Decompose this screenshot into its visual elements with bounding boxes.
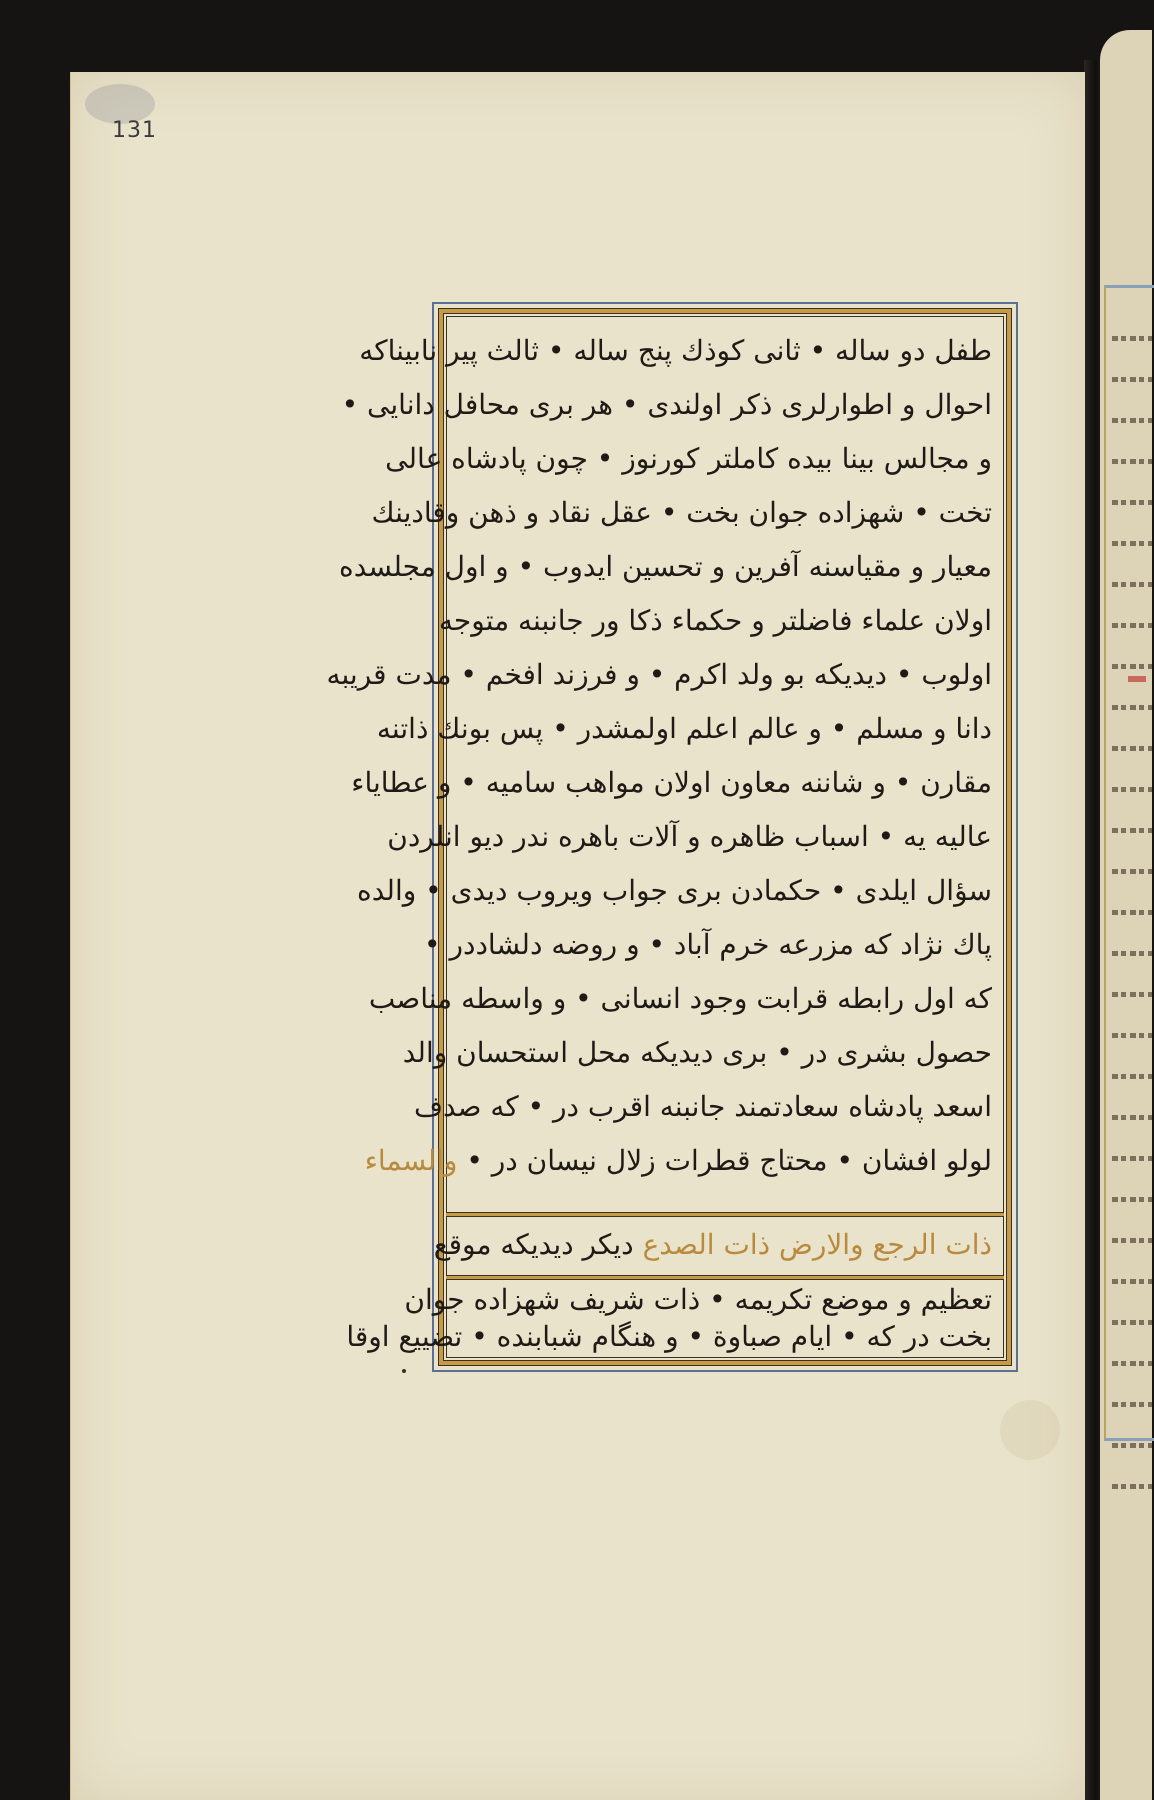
line-text: دیکر دیدیکه موقع — [433, 1228, 634, 1261]
text-line: معیار و مقیاسنه آفرین و تحسین ایدوب • و اول مجلسده — [339, 550, 992, 583]
ink-dot — [402, 1369, 406, 1373]
text-line: بخت در که • ایام صباوة • و هنگام شبابنده • تضییع اوقا — [346, 1320, 992, 1353]
text-line: تخت • شهزاده جوان بخت • عقل نقاد و ذهن وقادینك — [371, 496, 992, 529]
panel-divider — [446, 1275, 1004, 1280]
rubric-text: والسماء — [364, 1144, 458, 1177]
main-text-block — [326, 324, 992, 1188]
folio-number: 131 — [112, 118, 157, 143]
text-line-with-rubric — [364, 1134, 992, 1188]
text-line: اولان علماء فاضلتر و حکماء ذکا ور جانبنه متوجه — [438, 604, 992, 637]
text-line: و مجالس بینا بیده کاملتر کورنوز • چون پادشاه عالی — [385, 442, 992, 475]
lower-text-block — [346, 1282, 992, 1356]
line-text: لولو افشان • محتاج قطرات زلال نیسان در • — [466, 1144, 992, 1177]
text-line: که اول رابطه قرابت وجود انسانی • و واسطه مناصب — [368, 982, 992, 1015]
page-stain — [1000, 1400, 1060, 1460]
quran-verse-panel — [433, 1218, 992, 1272]
text-line: حصول بشری در • بری دیدیکه محل استحسان والد — [402, 1036, 992, 1069]
text-line: تعظیم و موضع تکریمه • ذات شریف شهزاده جوان — [404, 1283, 992, 1316]
text-line: اولوب • دیدیکه بو ولد اکرم • و فرزند افخم • مدت قریبه — [326, 658, 992, 691]
text-line: مقارن • و شاننه معاون اولان مواهب سامیه • و عطایاء — [351, 766, 992, 799]
facing-page-text — [1108, 300, 1152, 1420]
text-line: پاك نژاد که مزرعه خرم آباد • و روضه دلشاددر • — [424, 928, 992, 961]
panel-divider — [446, 1212, 1004, 1217]
text-line: عالیه یه • اسباب ظاهره و آلات باهره ندر دیو انلردن — [387, 820, 992, 853]
text-line: دانا و مسلم • و عالم اعلم اولمشدر • پس بونك ذاتنه — [376, 712, 992, 745]
text-line-with-rubric — [433, 1218, 992, 1272]
text-line: احوال و اطوارلری ذکر اولندی • هر بری محافل دانایی • — [341, 388, 992, 421]
text-line: سؤال ایلدی • حکمادن بری جواب ویروب دیدی • والده — [357, 874, 992, 907]
facing-page-rubric — [1128, 676, 1146, 682]
text-line: اسعد پادشاه سعادتمند جانبنه اقرب در • که صدف — [413, 1090, 992, 1123]
rubric-text: ذات الرجع والارض ذات الصدع — [642, 1228, 992, 1261]
text-line: طفل دو ساله • ثانی کوذك پنج ساله • ثالث پیر نابیناکه — [359, 334, 992, 367]
